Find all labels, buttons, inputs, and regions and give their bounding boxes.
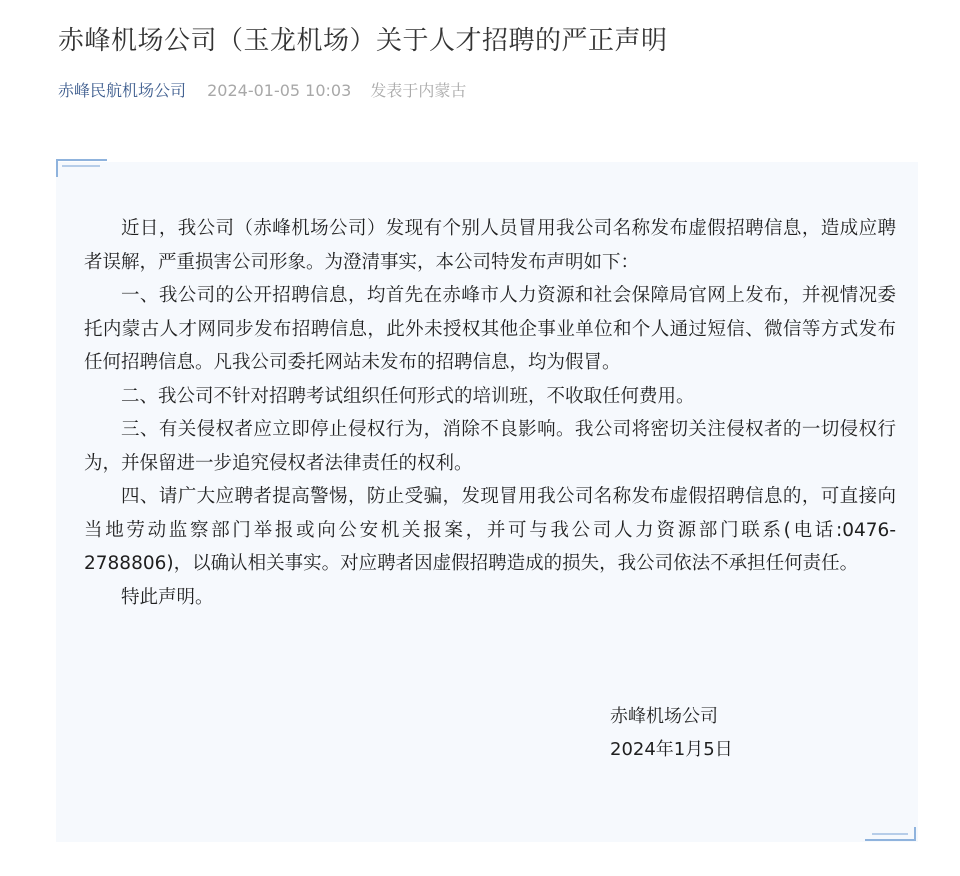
corner-decoration-bottom-right <box>864 826 916 846</box>
publish-location: 发表于内蒙古 <box>370 81 467 100</box>
paragraph-item-1: 一、我公司的公开招聘信息，均首先在赤峰市人力资源和社会保障局官网上发布，并视情况委托内蒙古人才网同步发布招聘信息，此外未授权其他企事业单位和个人通过短信、微信等方式发布任何招聘信息。凡我公司委托网站未发布的招聘信息，均为假冒。 <box>84 285 896 373</box>
publish-datetime: 2024-01-05 10:03 <box>207 81 352 100</box>
corner-decoration-top-left <box>56 154 108 178</box>
article-title: 赤峰机场公司（玉龙机场）关于人才招聘的严正声明 <box>58 26 668 56</box>
paragraph-closing: 特此声明。 <box>121 586 214 608</box>
signature-block <box>610 700 733 766</box>
paragraph-item-2: 二、我公司不针对招聘考试组织任何形式的培训班，不收取任何费用。 <box>121 385 695 407</box>
statement-body <box>84 212 896 614</box>
article-meta <box>58 78 466 101</box>
paragraph-item-4: 四、请广大应聘者提高警惕，防止受骗，发现冒用我公司名称发布虚假招聘信息的，可直接向当地劳动监察部门举报或向公安机关报案，并可与我公司人力资源部门联系(电话:0476-2788806)，以确认相关事实。对应聘者因虚假招聘造成的损失，我公司依法不承担任何责任。 <box>84 486 896 574</box>
paragraph-intro: 近日，我公司（赤峰机场公司）发现有个别人员冒用我公司名称发布虚假招聘信息，造成应聘者误解，严重损害公司形象。为澄清事实，本公司特发布声明如下： <box>84 218 896 273</box>
signature-name: 赤峰机场公司 <box>610 706 718 727</box>
author-link[interactable]: 赤峰民航机场公司 <box>58 81 187 100</box>
paragraph-item-3: 三、有关侵权者应立即停止侵权行为，消除不良影响。我公司将密切关注侵权者的一切侵权行为，并保留进一步追究侵权者法律责任的权利。 <box>84 419 896 474</box>
signature-date: 2024年1月5日 <box>610 739 733 760</box>
